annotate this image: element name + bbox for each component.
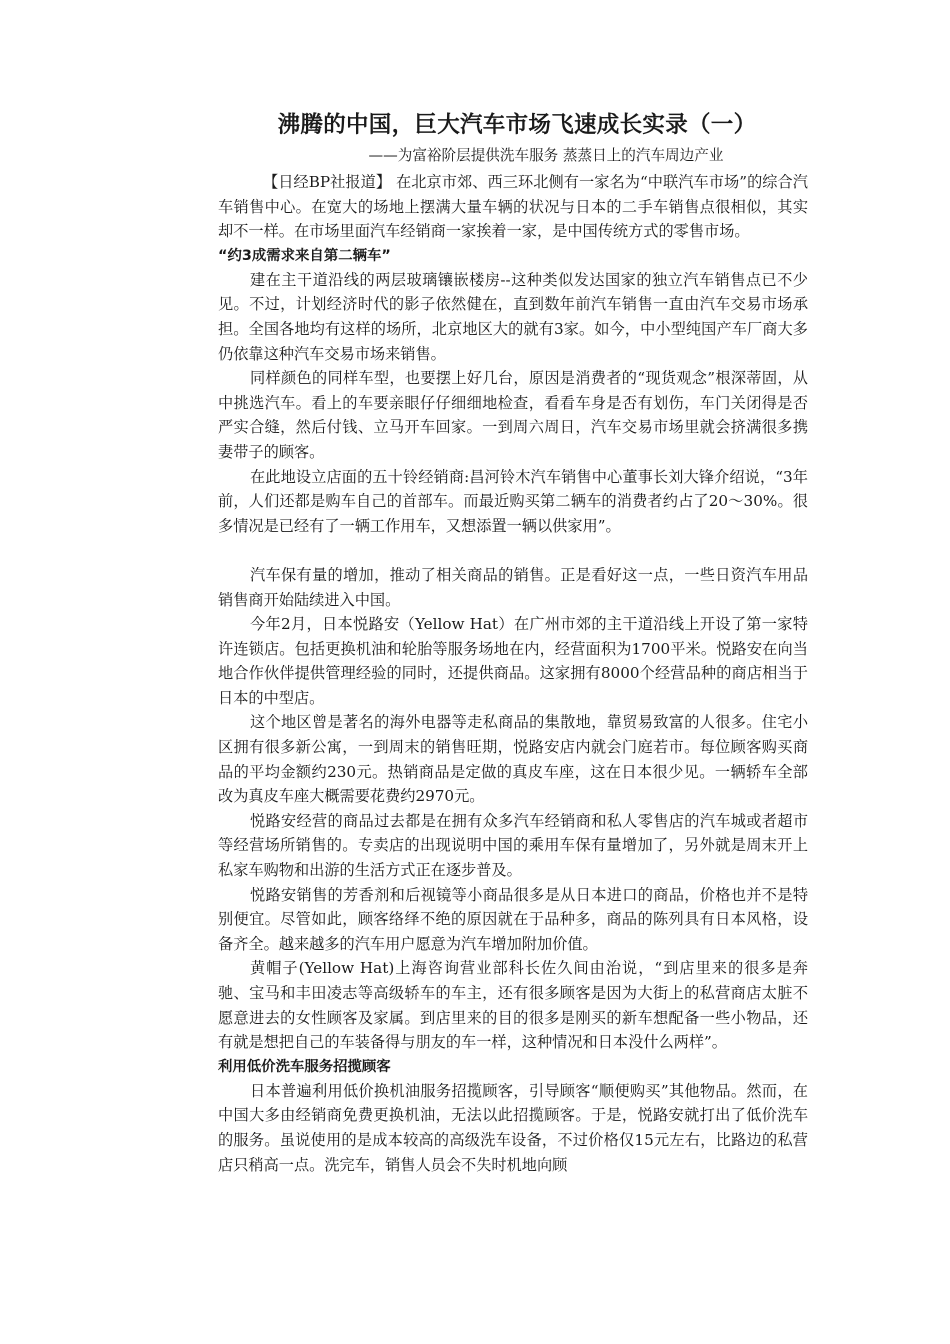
paragraph: 汽车保有量的增加，推动了相关商品的销售。正是看好这一点，一些日资汽车用品销售商开始陆续进入中国。 [218, 565, 808, 609]
blank-line [218, 538, 808, 563]
paragraph: 悦路安销售的芳香剂和后视镜等小商品很多是从日本进口的商品，价格也并不是特别便宜。尽管如此，顾客络绎不绝的原因就在于品种多，商品的陈列具有日本风格，设备齐全。越来越多的汽车用户愿意为汽车增加附加价值。 [218, 885, 808, 953]
section-heading-second-car: “约3成需求来自第二辆车” [218, 247, 391, 264]
section-heading-car-wash: 利用低价洗车服务招揽顾客 [218, 1058, 391, 1075]
document-page [218, 108, 808, 1177]
paragraph: 在此地设立店面的五十铃经销商:昌河铃木汽车销售中心董事长刘大锋介绍说，“3年前，人们还都是购车自己的首部车。而最近购买第二辆车的消费者约占了20～30%。很多情况是已经有了一辆工作用车，又想添置一辆以供家用”。 [218, 467, 808, 535]
article-subtitle: ——为富裕阶层提供洗车服务 蒸蒸日上的汽车周边产业 [368, 147, 724, 164]
lead-paragraph: 【日经BP社报道】 在北京市郊、西三环北侧有一家名为“中联汽车市场”的综合汽车销售中心。在宽大的场地上摆满大量车辆的状况与日本的二手车销售点很相似，其实却不一样。在市场里面汽车经销商一家挨着一家，是中国传统方式的零售市场。 [218, 173, 808, 241]
article-title: 沸腾的中国，巨大汽车市场飞速成长实录（一） [277, 112, 757, 138]
paragraph: 今年2月，日本悦路安（Yellow Hat）在广州市郊的主干道沿线上开设了第一家特许连锁店。包括更换机油和轮胎等服务场地在内，经营面积为1700平米。悦路安在向当地合作伙伴提供管理经验的同时，还提供商品。这家拥有8000个经营品种的商店相当于日本的中型店。 [218, 615, 808, 707]
paragraph: 建在主干道沿线的两层玻璃镶嵌楼房--这种类似发达国家的独立汽车销售点已不少见。不过，计划经济时代的影子依然健在，直到数年前汽车销售一直由汽车交易市场承担。全国各地均有这样的场所，北京地区大的就有3家。如今，中小型纯国产车厂商大多仍依靠这种汽车交易市场来销售。 [218, 270, 808, 363]
paragraph: 悦路安经营的商品过去都是在拥有众多汽车经销商和私人零售店的汽车城或者超市等经营场所销售的。专卖店的出现说明中国的乘用车保有量增加了，另外就是周末开上私家车购物和出游的生活方式正在逐步普及。 [218, 811, 808, 880]
paragraph: 这个地区曾是著名的海外电器等走私商品的集散地，靠贸易致富的人很多。住宅小区拥有很多新公寓，一到周末的销售旺期，悦路安店内就会门庭若市。每位顾客购买商品的平均金额约230元。热销商品是定做的真皮车座，这在日本很少见。一辆轿车全部改为真皮车座大概需要花费约2970元。 [218, 713, 808, 806]
paragraph: 日本普遍利用低价换机油服务招揽顾客，引导顾客“顺便购买”其他物品。然而，在中国大多由经销商免费更换机油，无法以此招揽顾客。于是，悦路安就打出了低价洗车的服务。虽说使用的是成本较高的高级洗车设备，不过价格仅15元左右，比路边的私营店只稍高一点。洗完车，销售人员会不失时机地向顾 [218, 1081, 808, 1174]
paragraph: 黄帽子(Yellow Hat)上海咨询营业部科长佐久间由治说，“到店里来的很多是奔驰、宝马和丰田凌志等高级轿车的车主，还有很多顾客是因为大街上的私营商店太脏不愿意进去的女性顾客及家属。到店里来的目的很多是刚买的新车想配备一些小物品，还有就是想把自己的车装备得与朋友的车一样，这种情况和日本没什么两样”。 [218, 959, 808, 1052]
paragraph: 同样颜色的同样车型，也要摆上好几台，原因是消费者的“现货观念”根深蒂固，从中挑选汽车。看上的车要亲眼仔仔细细地检查，看看车身是否有划伤，车门关闭得是否严实合缝，然后付钱、立马开车回家。一到周六周日，汽车交易市场里就会挤满很多携妻带子的顾客。 [218, 369, 808, 461]
